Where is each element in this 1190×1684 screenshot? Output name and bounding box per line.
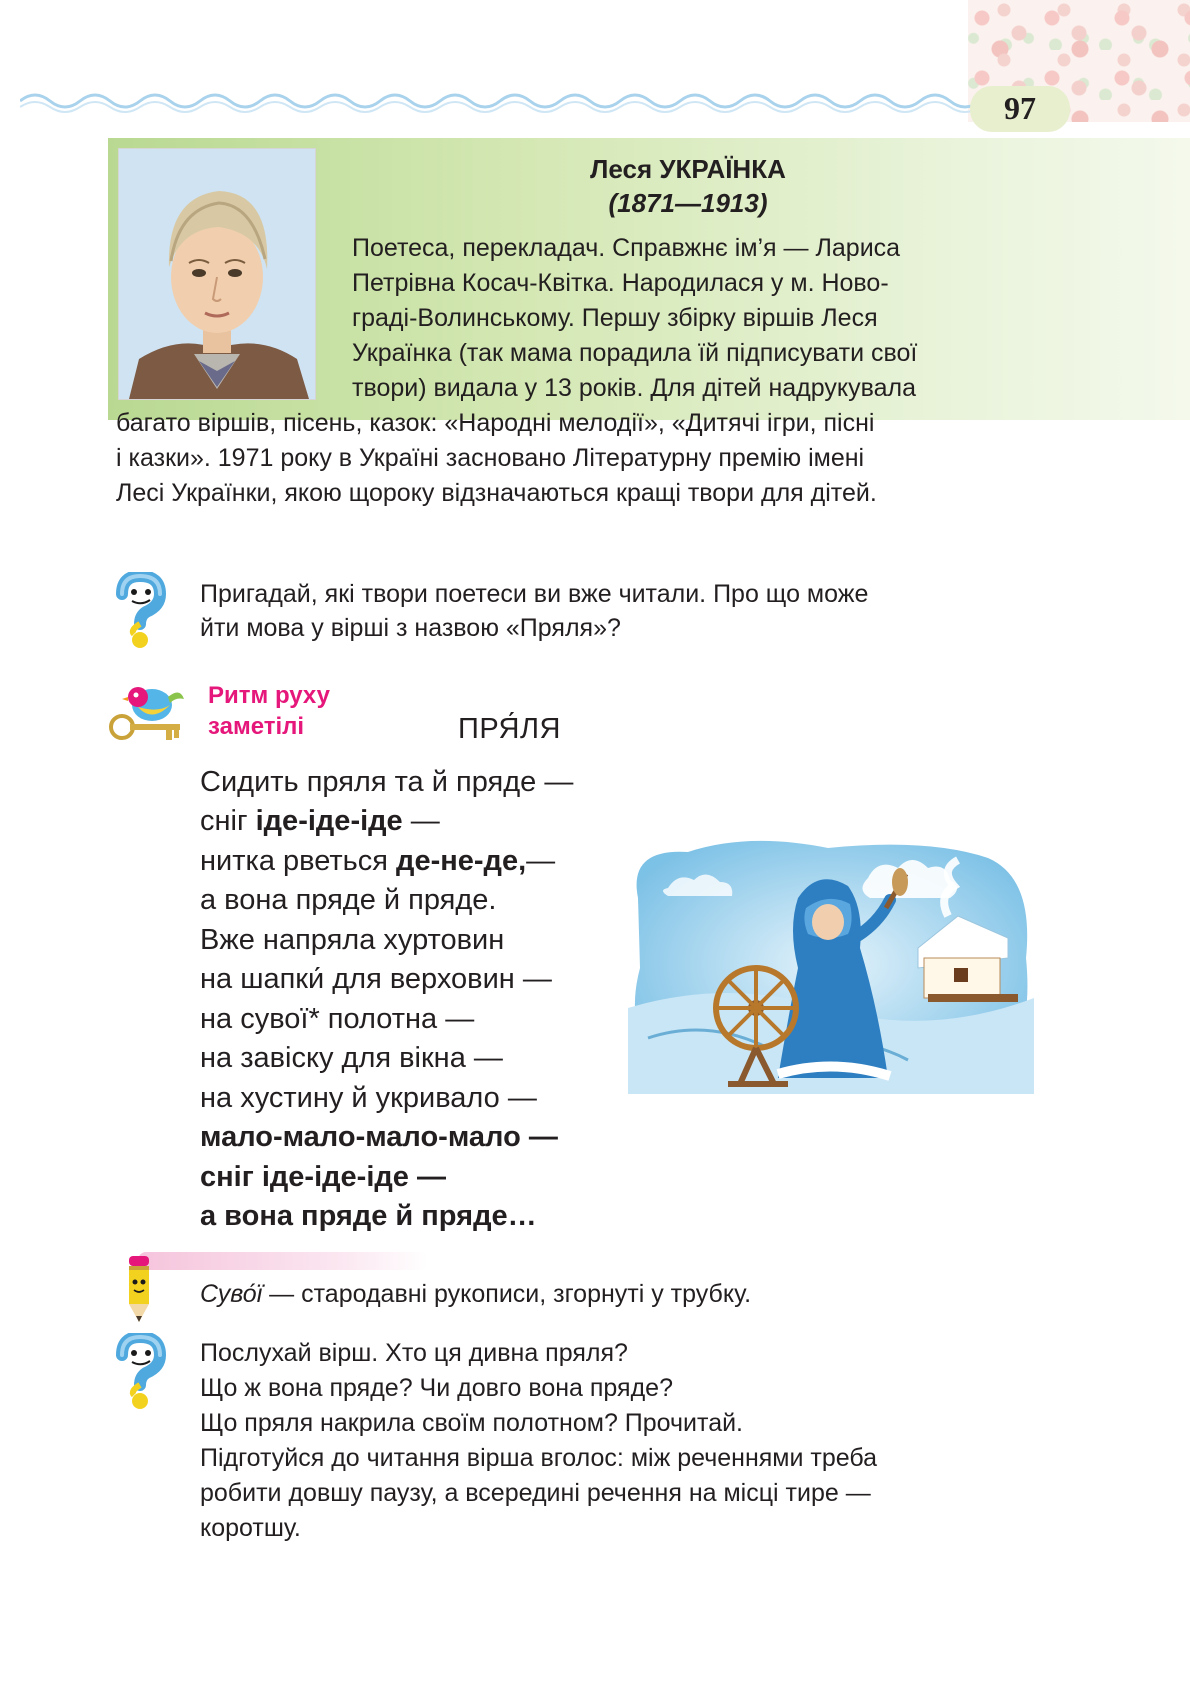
poem-line: а вона пряде й пряде… [200,1200,537,1232]
question-mark-character-icon [108,572,168,650]
question-line: Що пряля накрила своїм полотном? Прочитай. [200,1409,744,1437]
poem-emphasis: іде-іде-іде [255,805,403,837]
poem-title: ПРЯ́ЛЯ [458,713,561,745]
poem-line [200,842,555,882]
poem-line: на завіску для вікна — [200,1042,503,1074]
question-line: йти мова у вірші з назвою «Пряля»? [200,614,621,642]
bird-on-key-icon [108,683,188,743]
biography-line: багато віршів, пісень, казок: «Народні мелодії», «Дитячі ігри, пісні [116,409,875,437]
question-line: робити довшу паузу, а всередині речення на місці тире — [200,1479,871,1507]
question-line: Пригадай, які твори поетеси ви вже читали. Про що може [200,580,869,608]
poem-line: а вона пряде й пряде. [200,884,497,916]
biography-line: і казки». 1971 року в Україні засновано Літературну премію імені [116,444,865,472]
poem-text: нитка рветься [200,845,397,877]
footnote-term: Суво́ї [200,1280,263,1308]
poem-line [200,802,440,842]
question-line: коротшу. [200,1514,301,1542]
biography-line: граді-Волинському. Першу збірку віршів Леся [352,304,878,332]
wave-border [20,86,980,116]
poem-line: на хустину й укривало — [200,1082,537,1114]
poem-line: сніг іде-іде-іде — [200,1161,446,1193]
poem-line: Сидить пряля та й пряде — [200,766,574,798]
poem-line: на сувої* полотна — [200,1003,475,1035]
spinner-illustration [628,838,1034,1094]
footnote-decoration-bar [138,1252,428,1270]
poem-text: сніг [200,805,256,837]
biography-line: твори) видала у 13 років. Для дітей надрукувала [352,374,917,402]
pencil-character-icon [122,1252,156,1326]
question-line: Послухай вірш. Хто ця дивна пряля? [200,1339,628,1367]
page-number: 97 [1004,90,1036,126]
biography-years: (1871—1913) [608,188,768,218]
poem-line: на шапки́ для верховин — [200,963,552,995]
poem-line: мало-мало-мало-мало — [200,1121,558,1153]
rhythm-label-line: Ритм руху [208,682,330,709]
poem-line: Вже напряла хуртовин [200,924,505,956]
question-line: Що ж вона пряде? Чи довго вона пряде? [200,1374,673,1402]
biography-title: Леся УКРАЇНКА [590,154,786,184]
author-portrait [119,149,315,399]
rhythm-label-line: заметілі [208,713,305,740]
biography-line: Лесі Українки, якою щороку відзначаються кращі твори для дітей. [116,479,877,507]
poem-text: — [402,805,440,837]
biography-line: Петрівна Косач-Квітка. Народилася у м. Ново- [352,269,889,297]
poem-emphasis: де-не-де, [396,845,527,877]
biography-line: Поетеса, перекладач. Справжнє ім’я — Лариса [352,234,901,262]
footnote-definition: — стародавні рукописи, згорнуті у трубку. [262,1280,752,1308]
question-line: Підготуйся до читання вірша вголос: між реченнями треба [200,1444,878,1472]
question-mark-character-icon [108,1333,168,1411]
portrait-frame [118,148,316,400]
biography-line: Українка (так мама порадила їй підписувати свої [352,339,918,367]
footnote [200,1278,751,1311]
poem-text: — [526,845,556,877]
rhythm-label [208,680,330,742]
